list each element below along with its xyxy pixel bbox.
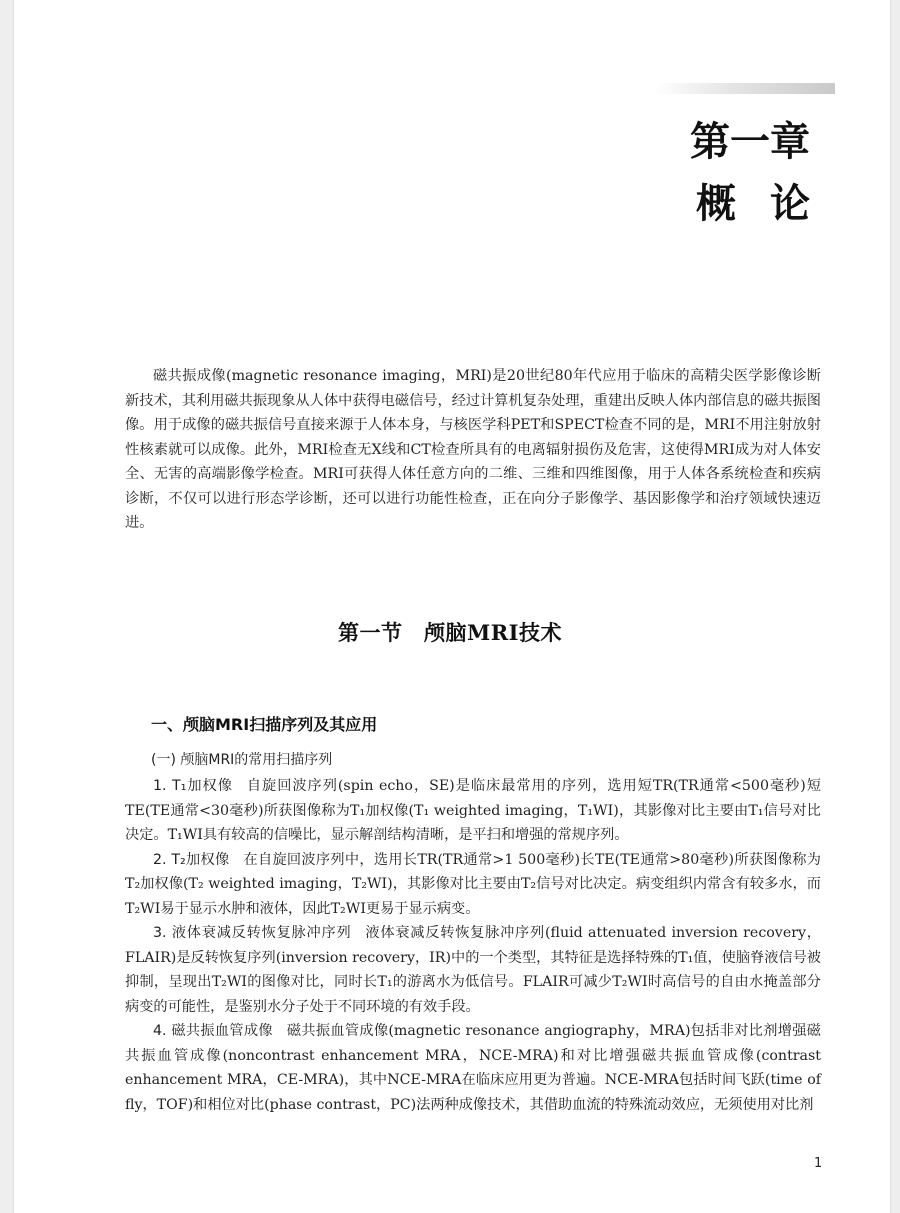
- subsubsection-title: (一) 颅脑MRI的常用扫描序列: [151, 752, 333, 768]
- chapter-header-bar: [654, 83, 835, 94]
- chapter-heading: [510, 116, 844, 230]
- chapter-number: 第一章: [690, 119, 810, 165]
- item-label: 1. T₁加权像: [153, 778, 233, 794]
- chapter-name: 概论: [696, 181, 844, 227]
- item-label: 2. T₂加权像: [153, 851, 230, 868]
- item-text: 在自旋回波序列中，选用长TR(TR通常>1 500毫秒)长TE(TE通常>80毫秒)所获图像称为T₂加权像(T₂ weighted imaging，T₂WI)，其影像对比主要由T₂信号对比决定。病变组织内常含有较多水，而T₂WI易于显示水肿和液体，因此T₂WI更易于显示病变。: [125, 851, 821, 917]
- page-number: 1: [814, 1156, 823, 1171]
- item-label: 3. 液体衰减反转恢复脉冲序列: [153, 925, 352, 941]
- section-title: 第一节 颅脑MRI技术: [337, 620, 563, 645]
- subsection-title: 一、颅脑MRI扫描序列及其应用: [151, 715, 378, 734]
- item-text: 液体衰减反转恢复脉冲序列(fluid attenuated inversion recovery，FLAIR)是反转恢复序列(inversion recovery，IR)中的一个类型，其特征是选择特殊的T₁值，使脑脊液信号被抑制，呈现出T₂WI的图像对比，同时长T₁的游离水为低信号。FLAIR可减少T₂WI时高信号的自由水掩盖部分病变的可能性，是鉴别水分子处于不同环境的有效手段。: [125, 925, 821, 1015]
- item-text: 磁共振血管成像(magnetic resonance angiography，MRA)包括非对比剂增强磁共振血管成像(noncontrast enhancement MRA，NCE-MRA)和对比增强磁共振血管成像(contrast enhancement MRA，CE-MRA)，其中NCE-MRA在临床应用更为普遍。NCE-MRA包括时间飞跃(time of fly，TOF)和相位对比(phase contrast，PC)法两种成像技术，其借助血流的特殊流动效应，无须使用对比剂: [125, 1023, 821, 1113]
- list-item: [125, 921, 821, 1019]
- intro-paragraph-block: [125, 364, 821, 536]
- item-label: 4. 磁共振血管成像: [153, 1023, 273, 1039]
- item-text: 自旋回波序列(spin echo，SE)是临床最常用的序列，选用短TR(TR通常<500毫秒)短TE(TE通常<30毫秒)所获图像称为T₁加权像(T₁ weighted imaging，T₁WI)，其影像对比主要由T₁信号对比决定。T₁WI具有较高的信噪比，显示解剖结构清晰，是平扫和增强的常规序列。: [125, 778, 822, 843]
- sequence-list: [125, 774, 821, 1117]
- list-item: [125, 774, 821, 848]
- intro-paragraph: 磁共振成像(magnetic resonance imaging，MRI)是20世纪80年代应用于临床的高精尖医学影像诊断新技术，其利用磁共振现象从人体中获得电磁信号，经过计算机复杂处理，重建出反映人体内部信息的磁共振图像。用于成像的磁共振信号直接来源于人体本身，与核医学科PET和SPECT检查不同的是，MRI不用注射放射性核素就可以成像。此外，MRI检查无X线和CT检查所具有的电离辐射损伤及危害，这使得MRI成为对人体安全、无害的高端影像学检查。MRI可获得人体任意方向的二维、三维和四维图像，用于人体各系统检查和疾病诊断，不仅可以进行形态学诊断，还可以进行功能性检查，正在向分子影像学、基因影像学和治疗领域快速迈进。: [125, 368, 821, 531]
- list-item: [125, 1019, 821, 1117]
- list-item: [125, 848, 821, 922]
